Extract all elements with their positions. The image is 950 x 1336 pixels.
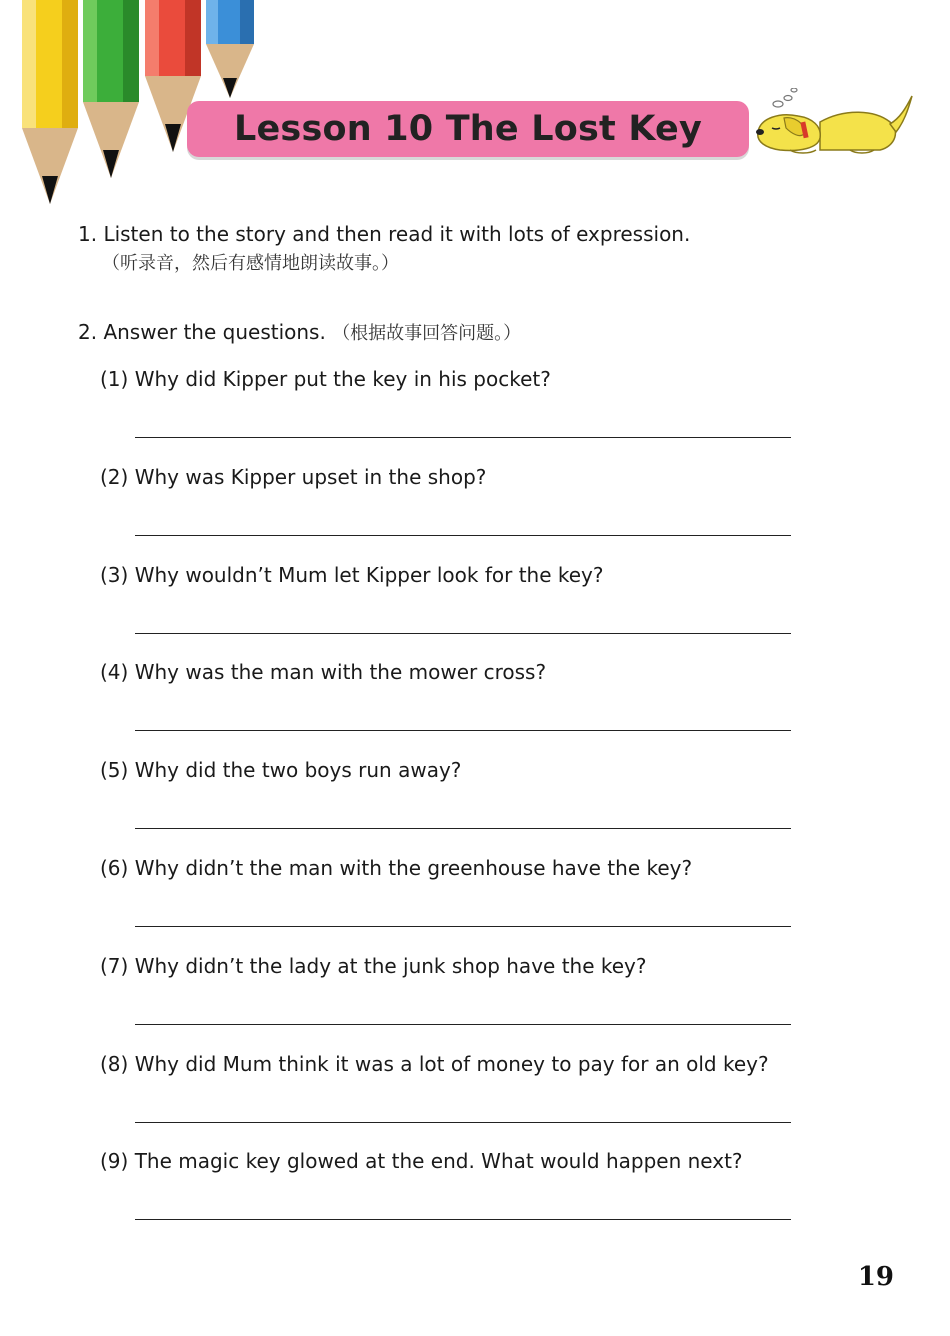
- question-item: [100, 560, 820, 658]
- answer-line[interactable]: [135, 828, 791, 829]
- answer-line[interactable]: [135, 535, 791, 536]
- question-item: [100, 1049, 820, 1147]
- question-item: [100, 951, 820, 1049]
- blue-pencil-icon: [206, 0, 254, 98]
- sleeping-dog-icon: [750, 88, 918, 158]
- answer-line[interactable]: [135, 437, 791, 438]
- instruction-answer-text: 2. Answer the questions.: [78, 320, 333, 344]
- instruction-listen-text: 1. Listen to the story and then read it with lots of expression.: [78, 222, 691, 246]
- question-text: (4) Why was the man with the mower cross?: [100, 660, 547, 685]
- question-list: [100, 364, 820, 1244]
- question-text: (7) Why didn’t the lady at the junk shop have the key?: [100, 953, 647, 978]
- green-pencil-icon: [83, 0, 139, 178]
- page-number: 19: [857, 1262, 894, 1292]
- question-text: (8) Why did Mum think it was a lot of money to pay for an old key?: [100, 1051, 769, 1076]
- yellow-pencil-icon: [22, 0, 78, 204]
- instruction-listen: [78, 220, 690, 278]
- question-text: (9) The magic key glowed at the end. What would happen next?: [100, 1149, 743, 1174]
- question-item: [100, 364, 820, 462]
- answer-line[interactable]: [135, 926, 791, 927]
- instruction-answer: [78, 318, 521, 348]
- question-text: (6) Why didn’t the man with the greenhouse have the key?: [100, 855, 693, 880]
- answer-line[interactable]: [135, 1122, 791, 1123]
- question-item: [100, 657, 820, 755]
- question-text: (5) Why did the two boys run away?: [100, 758, 462, 783]
- answer-line[interactable]: [135, 633, 791, 634]
- question-text: (2) Why was Kipper upset in the shop?: [100, 464, 487, 489]
- instruction-listen-chinese: （听录音，然后有感情地朗读故事。）: [102, 253, 399, 274]
- question-item: [100, 853, 820, 951]
- page-title: Lesson 10 The Lost Key: [233, 109, 702, 149]
- answer-line[interactable]: [135, 730, 791, 731]
- question-item: [100, 462, 820, 560]
- instruction-answer-chinese: （根据故事回答问题。）: [332, 323, 522, 344]
- answer-line[interactable]: [135, 1024, 791, 1025]
- question-item: [100, 755, 820, 853]
- title-banner: [187, 101, 749, 157]
- answer-line[interactable]: [135, 1219, 791, 1220]
- question-text: (3) Why wouldn’t Mum let Kipper look for the key?: [100, 562, 604, 587]
- question-text: (1) Why did Kipper put the key in his pocket?: [100, 367, 551, 391]
- question-item: [100, 1146, 820, 1244]
